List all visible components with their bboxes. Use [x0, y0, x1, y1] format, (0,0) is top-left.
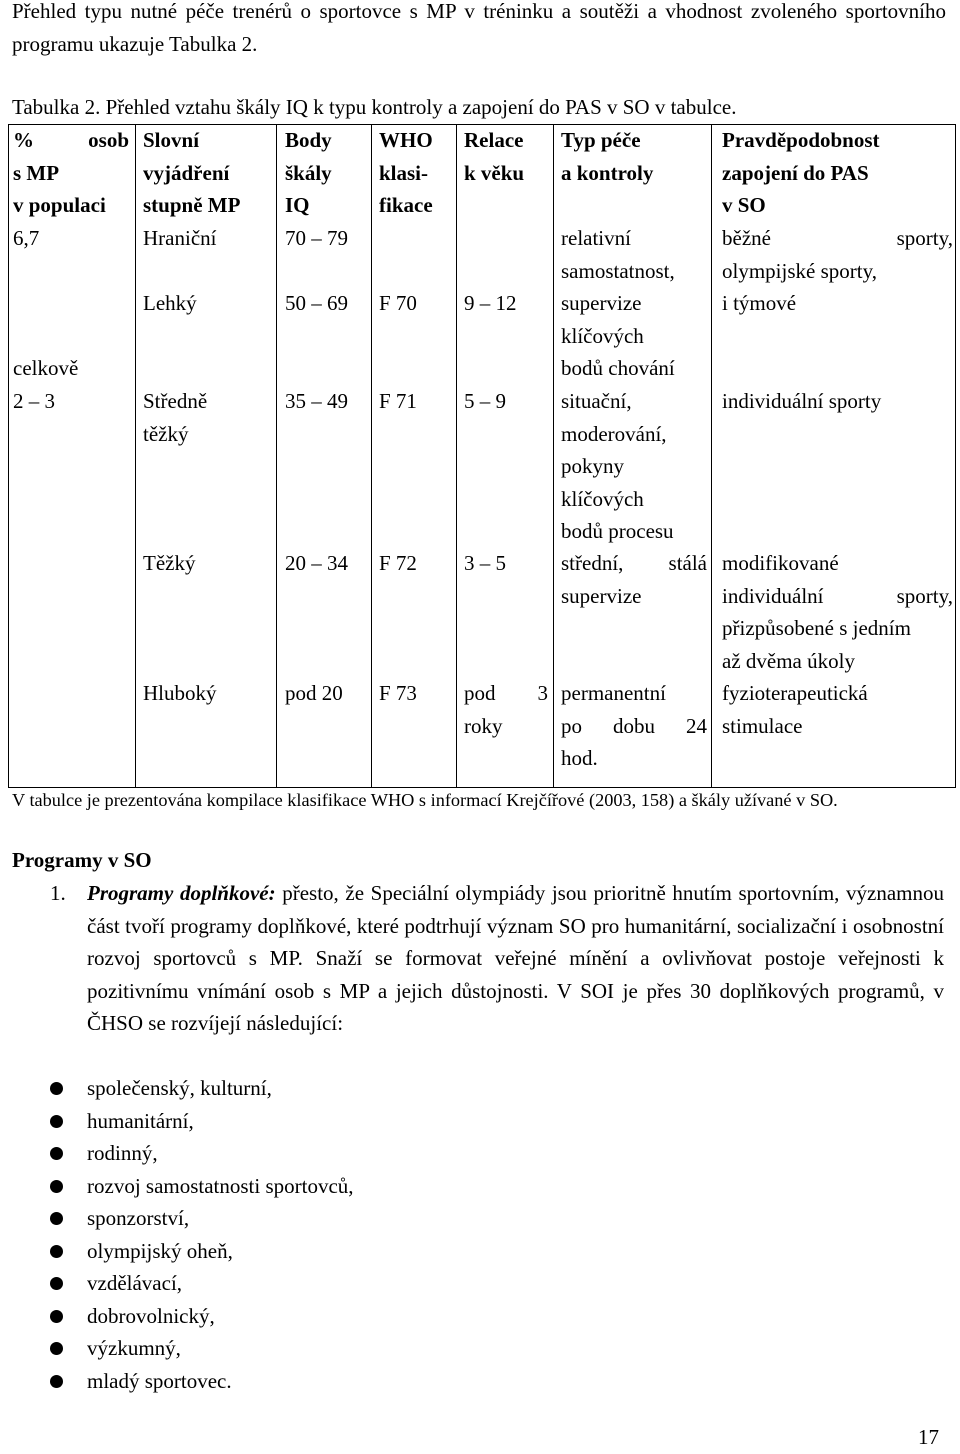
table-divider-1 — [135, 124, 136, 788]
level-severe: Těžký — [143, 551, 196, 575]
header-who-classification: WHO klasi- fikace — [379, 128, 433, 217]
iq-care-table — [8, 124, 956, 788]
list-item: mladý sportovec. — [0, 1365, 960, 1398]
list-item: rozvoj samostatnosti sportovců, — [0, 1170, 960, 1203]
list-item: společenský, kulturní, — [0, 1072, 960, 1105]
list-item: dobrovolnický, — [0, 1300, 960, 1333]
program-lead: Programy doplňkové: — [87, 881, 276, 905]
care-permanent: permanentní po dobu 24 hod. — [561, 681, 707, 770]
header-age-relation: Relace k věku — [464, 128, 525, 185]
care-supervision-key-behaviour: relativní samostatnost, supervize klíčových bodů chování — [561, 226, 675, 380]
table-border-right — [955, 124, 956, 788]
table-divider-2 — [276, 124, 277, 788]
who-moderate: F 71 — [379, 389, 417, 413]
probability-common-sports: běžné sporty, olympijské sporty, i týmové — [722, 226, 953, 315]
list-item: sponzorství, — [0, 1202, 960, 1235]
program-item-number: 1. — [50, 881, 66, 905]
age-profound: pod 3 roky — [464, 681, 548, 738]
iq-severe: 20 – 34 — [285, 551, 348, 575]
bullet-icon — [50, 1375, 63, 1388]
bullet-icon — [50, 1082, 63, 1095]
program-paragraph — [87, 877, 944, 1040]
bullet-icon — [50, 1147, 63, 1160]
list-item: vzdělávací, — [0, 1267, 960, 1300]
who-mild: F 70 — [379, 291, 417, 315]
percent-borderline: 6,7 — [13, 226, 40, 250]
probability-individual-sports: individuální sporty — [722, 389, 882, 413]
bullet-icon — [50, 1277, 63, 1290]
care-medium-constant: střední, stálá supervize — [561, 551, 707, 608]
bullet-icon — [50, 1342, 63, 1355]
bullet-icon — [50, 1310, 63, 1323]
list-item: výzkumný, — [0, 1332, 960, 1365]
header-care-type: Typ péče a kontroly — [561, 128, 654, 185]
age-mild: 9 – 12 — [464, 291, 517, 315]
table-caption: V tabulce je prezentována kompilace klasifikace WHO s informací Krejčířové (2003, 158) a škály užívané v SO. — [12, 790, 838, 810]
table-divider-5 — [553, 124, 554, 788]
header-iq-points: Body škály IQ — [285, 128, 332, 217]
list-item: rodinný, — [0, 1137, 960, 1170]
page-number: 17 — [918, 1425, 939, 1449]
iq-moderate: 35 – 49 — [285, 389, 348, 413]
iq-borderline: 70 – 79 — [285, 226, 348, 250]
bullet-icon — [50, 1180, 63, 1193]
intro-paragraph: Přehled typu nutné péče trenérů o sportovce s MP v tréninku a soutěži a vhodnost zvoleného sportovního programu ukazuje Tabulka 2. — [12, 0, 946, 56]
header-verbal-level: Slovní vyjádření stupně MP — [143, 128, 241, 217]
age-severe: 3 – 5 — [464, 551, 506, 575]
bullet-icon — [50, 1245, 63, 1258]
level-borderline: Hraniční — [143, 226, 217, 250]
level-moderate: Středně těžký — [143, 389, 208, 446]
section-heading: Programy v SO — [12, 848, 152, 872]
table-border-left — [8, 124, 9, 788]
percent-total: celkově 2 – 3 — [13, 356, 79, 413]
who-profound: F 73 — [379, 681, 417, 705]
program-text: přesto, že Speciální olympiády jsou prioritně hnutím sportovním, významnou část tvoří programy doplňkové, které podtrhují význam SO pro humanitární, socializační i osobnostní rozvoj sportovců s MP. Snaží se formovat veřejné mínění a ovlivňovat postoje veřejnosti k pozitivnímu vnímání osob s MP a jejich důstojnosti. V SOI je přes 30 doplňkových programů, v ČHSO se rozvíjejí následující: — [87, 881, 944, 1035]
program-bullet-list — [0, 1072, 960, 1397]
care-situational: situační, moderování, pokyny klíčových bodů procesu — [561, 389, 674, 543]
table-title: Tabulka 2. Přehled vztahu škály IQ k typu kontroly a zapojení do PAS v SO v tabulce. — [12, 95, 737, 119]
list-item: humanitární, — [0, 1105, 960, 1138]
header-percent: % osob s MP v populaci — [13, 128, 129, 217]
probability-modified-sports: modifikované individuální sporty, přizpůsobené s jedním až dvěma úkoly — [722, 551, 953, 673]
level-profound: Hluboký — [143, 681, 217, 705]
level-mild: Lehký — [143, 291, 197, 315]
who-severe: F 72 — [379, 551, 417, 575]
bullet-icon — [50, 1212, 63, 1225]
table-divider-6 — [711, 124, 712, 788]
header-pas-probability: Pravděpodobnost zapojení do PAS v SO — [722, 128, 880, 217]
iq-profound: pod 20 — [285, 681, 343, 705]
age-moderate: 5 – 9 — [464, 389, 506, 413]
iq-mild: 50 – 69 — [285, 291, 348, 315]
probability-physiotherapy: fyzioterapeutická stimulace — [722, 681, 868, 738]
table-divider-4 — [456, 124, 457, 788]
table-divider-3 — [371, 124, 372, 788]
bullet-icon — [50, 1115, 63, 1128]
list-item: olympijský oheň, — [0, 1235, 960, 1268]
